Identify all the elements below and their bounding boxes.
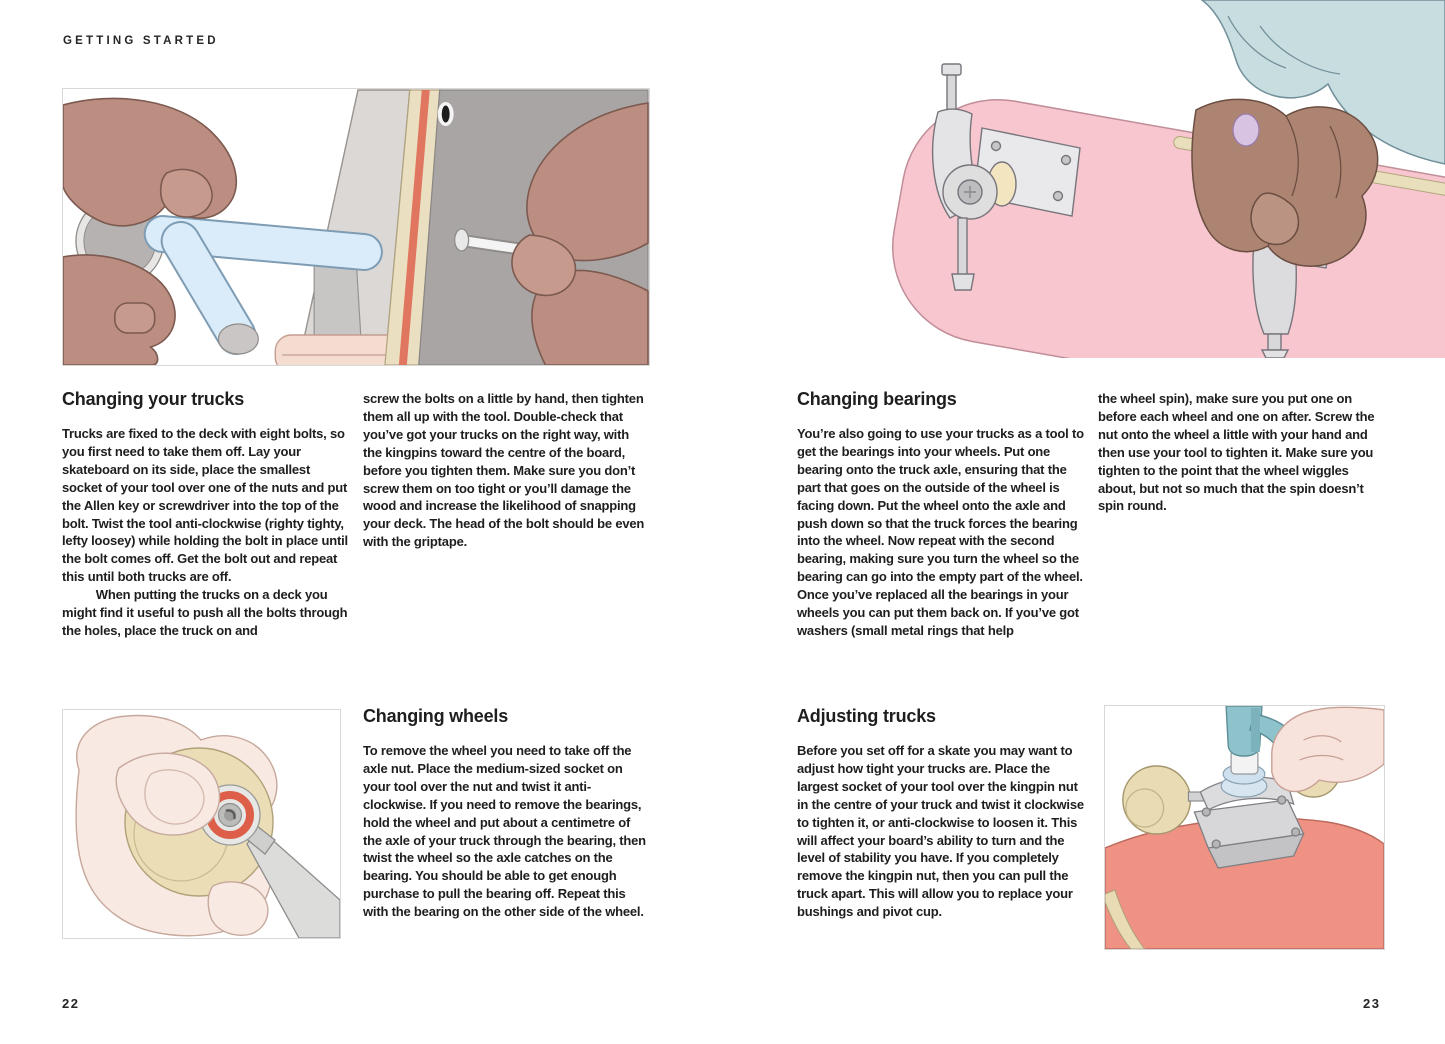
heading-changing-wheels: Changing wheels <box>363 706 509 726</box>
page-number-left: 22 <box>62 996 80 1011</box>
column-changing-bearings-1 <box>797 388 1084 640</box>
hand <box>1192 99 1378 266</box>
illustration-adjusting-trucks <box>1104 705 1385 950</box>
heading-adjusting-trucks: Adjusting trucks <box>797 706 936 726</box>
heading-changing-bearings: Changing bearings <box>797 389 957 409</box>
illustration-changing-bearings-svg <box>830 0 1445 358</box>
column-adjusting-trucks <box>797 705 1087 921</box>
illustration-changing-wheels-svg <box>63 710 340 938</box>
illustration-changing-wheels <box>62 709 341 939</box>
column-changing-trucks-1 <box>62 388 349 640</box>
paragraph: When putting the trucks on a deck you might find it useful to push all the bolts through the holes, place the truck on and <box>62 587 348 638</box>
illustration-changing-bearings <box>830 0 1445 358</box>
heading-changing-trucks: Changing your trucks <box>62 389 245 409</box>
paragraph: the wheel spin), make sure you put one on before each wheel and one on after. Screw the nut onto the wheel a little with your hand and then use your tool to tighten it. Make sure you tighten to the point that the wheel wiggles about, but not so much that the spin doesn’t spin round. <box>1098 391 1375 514</box>
paragraph: You’re also going to use your trucks as a tool to get the bearings into your wheels. Put one bearing onto the truck axle, ensuring that the part that goes on the outside of the wheel is facing down. Put the wheel onto the axle and push down so that the truck forces the bearing into the wheel. Now repeat with the second bearing, making sure you turn the wheel so the bearing can go into the empty part of the wheel. Once you’ve replaced all the bearings in your wheels you can put them back on. If you’ve got washers (small metal rings that help <box>797 426 1084 638</box>
paragraph: screw the bolts on a little by hand, then tighten them all up with the tool. Double-check that you’ve got your trucks on the right way, with the kingpins toward the centre of the board, before you tighten them. Make sure you don’t screw them on too tight or you’ll damage the wood and increase the likelihood of snapping your deck. The head of the bolt should be even with the griptape. <box>363 391 645 550</box>
paragraph: Trucks are fixed to the deck with eight bolts, so you first need to take them off. Lay your skateboard on its side, place the smallest socket of your tool over one of the nuts and put the Allen key or screwdriver into the top of the bolt. Twist the tool anti-clockwise (righty tighty, lefty loosey) while holding the bolt in place until the bolt comes off. Get the bolt out and repeat this until both trucks are off. <box>62 426 348 585</box>
column-changing-bearings-2 <box>1098 390 1385 515</box>
paragraph: Before you set off for a skate you may want to adjust how tight your trucks are. Place the largest socket of your tool over the kingpin nut in the centre of your truck and twist it clockwise to tighten it, or anti-clockwise to loosen it. This will affect your board’s ability to turn and the level of stability you have. If you completely remove the kingpin nut, then you can pull the truck apart. This will allow you to replace your bushings and pivot cup. <box>797 743 1084 920</box>
section-header: GETTING STARTED <box>63 35 219 47</box>
page-number-right: 23 <box>1363 996 1381 1011</box>
column-changing-wheels <box>363 705 650 921</box>
illustration-changing-trucks <box>62 88 650 366</box>
lavender-bushing <box>1233 114 1259 146</box>
paragraph: To remove the wheel you need to take off the axle nut. Place the medium-sized socket on your tool over the nut and twist it anti-clockwise. If you need to remove the bearings, hold the wheel and put about a centimetre of the axle of your truck through the bearing, then twist the wheel so the axle catches on the bearing. You should be able to get enough purchase to pull the bearing off. Repeat this with the bearing on the other side of the wheel. <box>363 743 646 920</box>
illustration-changing-trucks-svg <box>63 89 649 365</box>
illustration-adjusting-trucks-svg <box>1105 706 1384 949</box>
hand <box>1272 707 1384 791</box>
column-changing-trucks-2 <box>363 390 650 551</box>
